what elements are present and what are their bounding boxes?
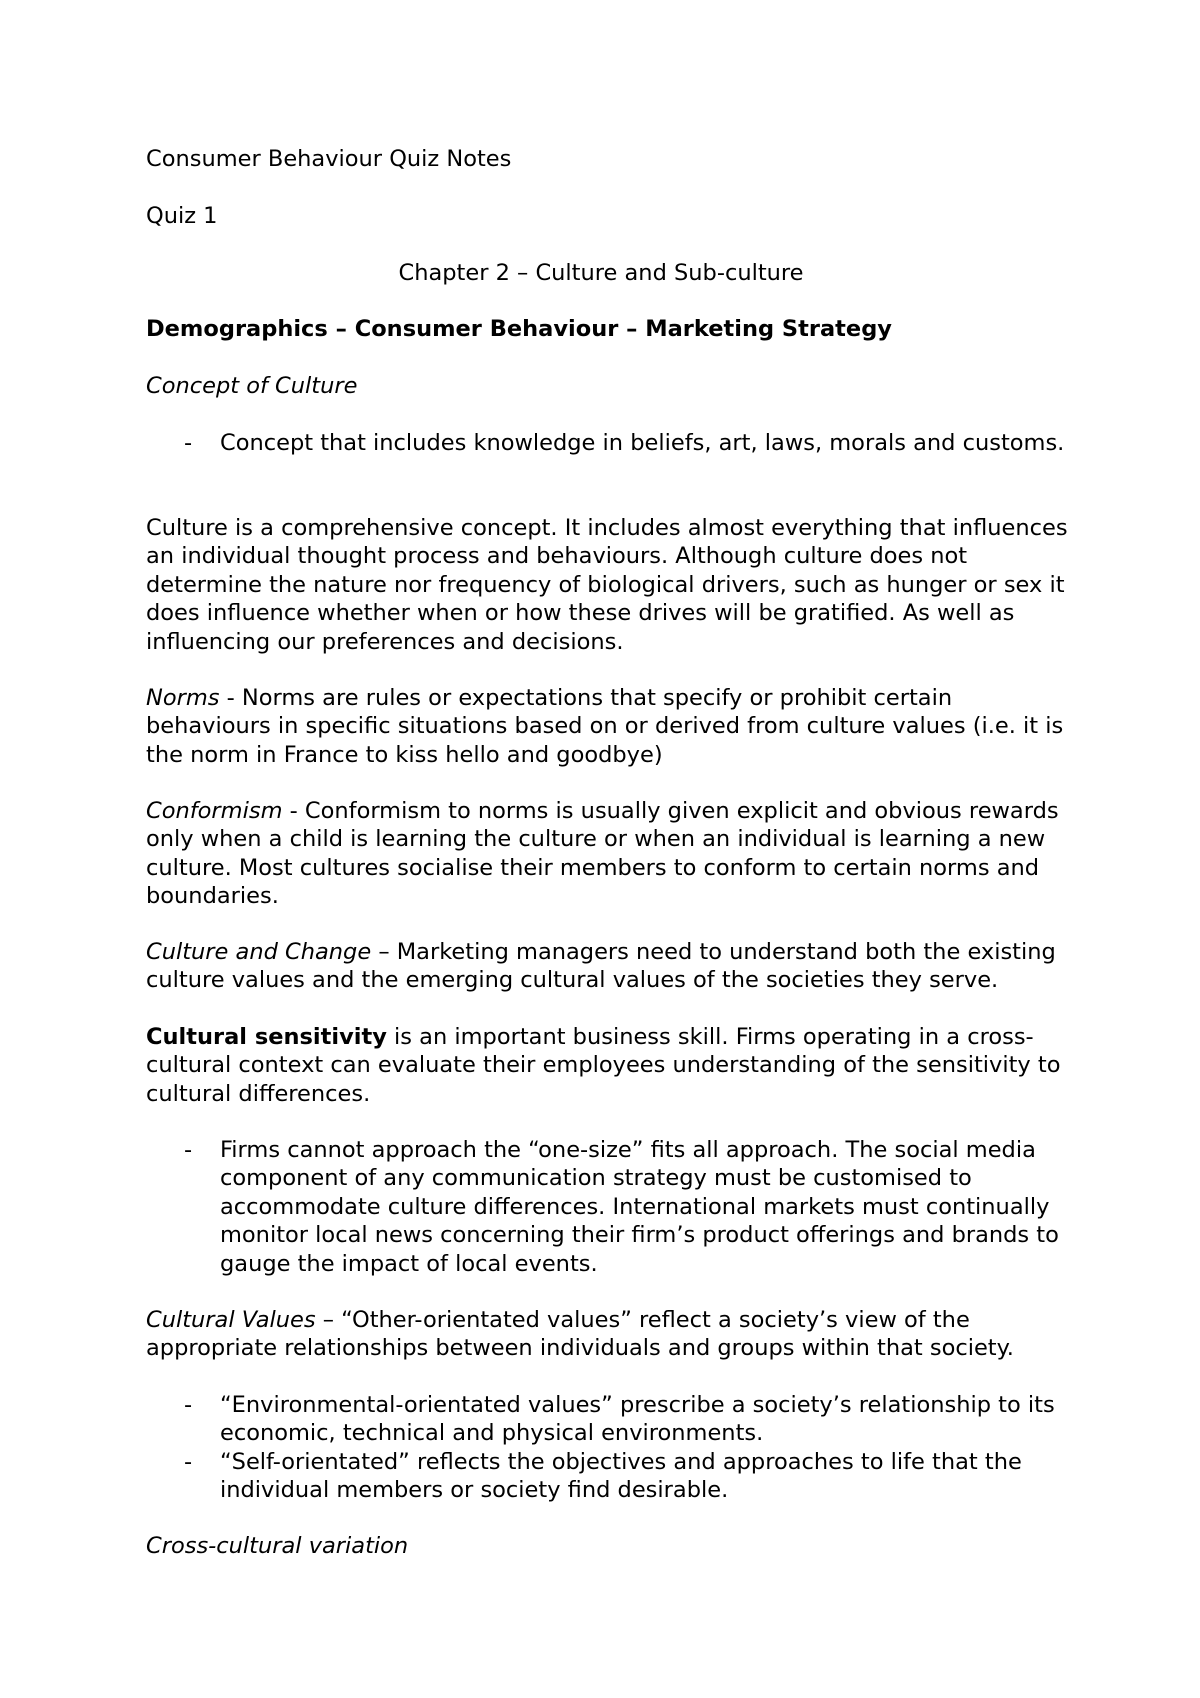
culture-and-change-text: – Marketing managers need to understand both the existing culture values and the emerging cultural values of the societies they serve. [146,939,1056,994]
culture-and-change-term: Culture and Change [146,939,372,965]
cultural-values-term: Cultural Values [146,1307,316,1333]
conformism-text: - Conformism to norms is usually given explicit and obvious rewards only when a child is learning the culture or when an individual is learning a new culture. Most cultures socialise their members to conform to certain norms and boundaries. [146,798,1059,910]
cross-cultural-heading: Cross-cultural variation [146,1533,409,1559]
norms-paragraph [146,684,1076,769]
conformism-term: Conformism [146,798,283,824]
conformism-paragraph [146,797,1076,911]
main-heading: Demographics – Consumer Behaviour – Marketing Strategy [146,316,892,342]
cultural-values-paragraph [146,1306,1076,1363]
concept-bullet [146,429,1066,457]
culture-and-change-paragraph [146,938,1076,995]
document-title: Consumer Behaviour Quiz Notes [146,146,512,172]
chapter-heading: Chapter 2 – Culture and Sub-culture [398,260,804,286]
culture-paragraph: Culture is a comprehensive concept. It includes almost everything that influences an individual thought process and behaviours. Although culture does not determine the nature nor frequency of biological drivers, such as hunger or sex it does influence whether when or how these drives will be gratified. As well as influencing our preferences and decisions. [146,515,1068,655]
quiz-label: Quiz 1 [146,203,218,229]
cultural-sensitivity-term: Cultural sensitivity [146,1024,387,1050]
bullet-dash: - [184,1137,193,1163]
environmental-bullet-text: “Environmental-orientated values” prescribe a society’s relationship to its economic, technical and physical environments. [220,1392,1055,1447]
environmental-bullet [146,1391,1066,1448]
cultural-sensitivity-paragraph [146,1023,1076,1108]
cultural-values-text: – “Other-orientated values” reflect a society’s view of the appropriate relationships between individuals and groups within that society. [146,1307,1014,1362]
firms-bullet-text: Firms cannot approach the “one-size” fits all approach. The social media component of any communication strategy must be customised to accommodate culture differences. International markets must continually monitor local news concerning their firm’s product offerings and brands to gauge the impact of local events. [220,1137,1059,1277]
self-orientated-bullet [146,1448,1066,1505]
concept-bullet-text: Concept that includes knowledge in beliefs, art, laws, morals and customs. [220,430,1065,456]
concept-of-culture-heading: Concept of Culture [146,373,358,399]
firms-bullet [146,1136,1066,1278]
norms-term: Norms [146,685,220,711]
bullet-dash: - [184,430,193,456]
self-orientated-bullet-text: “Self-orientated” reflects the objectives and approaches to life that the individual members or society find desirable. [220,1449,1022,1504]
cultural-sensitivity-text: is an important business skill. Firms operating in a cross-cultural context can evaluate their employees understanding of the sensitivity to cultural differences. [146,1024,1061,1107]
norms-text: - Norms are rules or expectations that specify or prohibit certain behaviours in specific situations based on or derived from culture values (i.e. it is the norm in France to kiss hello and goodbye) [146,685,1064,768]
bullet-dash: - [184,1392,193,1418]
bullet-dash: - [184,1449,193,1475]
